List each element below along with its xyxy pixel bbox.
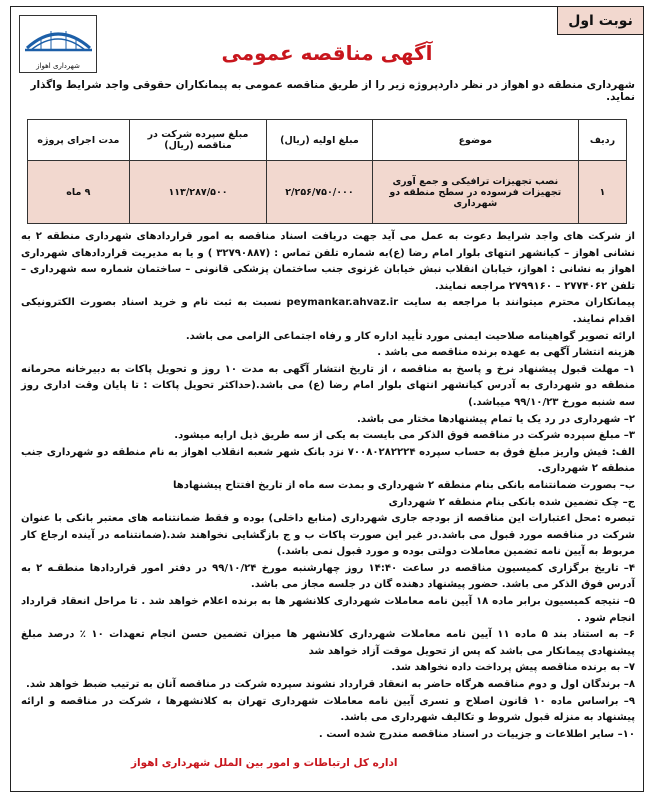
- cell-duration: ۹ ماه: [28, 161, 130, 224]
- paragraph-invitation: از شرکت های واجد شرایط دعوت به عمل می آید جهت دریافت اسناد مناقصه به امور قراردادهای شهرداری منطقه ۲ به نشانی اهواز – کیانشهر انتهای بلوار امام رضا (ع)به شماره تلفن تماس : (۳۲۷۹۰۸۸۷ ) و یا به مدیریت قراردادهای شهرداری اهواز به نشانی : اهواز، خیابان انقلاب نبش خیابان غزنوی جنب ساختمان پزشکی قانونی – ساختمان شماره سه شهرداری – تلفن ۲۷۷۴۰۶۲ – ۲۷۹۹۱۶۰ مراجعه نمایند.: [21, 231, 635, 292]
- header-row-number: ردیف: [578, 120, 626, 161]
- clause-6-performance-guarantee: ۶– به استناد بند ۵ ماده ۱۱ آیین نامه معاملات شهرداری کلانشهر ها میزان تضمین حسن انجام تعهدات ۱۰ ٪ درصد مبلغ پیشنهادی پیمانکار می باشد که پس از تحویل موقت آزاد خواهد شد: [21, 629, 635, 657]
- clause-1-deadline: ۱– مهلت قبول پیشنهاد نرخ و پاسخ به مناقصه ، از تاریخ انتشار آگهی به مدت ۱۰ روز و تحویل پاکات به دبیرخانه محرمانه منطقه دو شهرداری به آدرس کیانشهر انتهای بلوار امام رضا (ع) می باشد.(حداکثر تحویل پاکات : تا پایان وقت اداری روز سه شنبه مورخ ۹۹/۱۰/۲۳ میباشد.): [21, 363, 636, 408]
- clause-8-forfeiture: ۸– برندگان اول و دوم مناقصه هرگاه حاضر به انعقاد قرارداد نشوند سپرده شرکت در مناقصه آنان به ترتیب ضبط خواهد شد.: [26, 679, 635, 691]
- notice-body: [21, 229, 635, 743]
- clause-3c-certified-check: ج– چک تضمین شده بانکی بنام منطقه ۲ شهرداری: [388, 496, 635, 508]
- cell-subject: نصب تجهیزات ترافیکی و جمع آوری تجهیزات فرسوده در سطح منطقه دو شهرداری: [372, 161, 578, 224]
- notice-frame: [10, 6, 644, 792]
- header-subject: موضوع: [372, 120, 578, 161]
- paragraph-safety-certificate: ارائه تصویر گواهینامه صلاحیت ایمنی مورد تأیید اداره کار و رفاه اجتماعی الزامی می باشد.: [185, 330, 635, 342]
- clause-4-commission-date: ۴– تاریخ برگزاری کمیسیون مناقصه در ساعت ۱۴:۴۰ روز چهارشنبه مورخ ۹۹/۱۰/۲۴ در دفتر امور قراردادها منطقـه ۲ به آدرس فوق الذکر می باشد. حضور پیشنهاد دهنده گان در جلسه مجاز می باشد.: [21, 562, 636, 591]
- clause-3-deposit: ۳– مبلغ سپرده شرکت در مناقصه فوق الذکر می بایست به یکی از سه طریق ذیل ارایه میشود.: [174, 430, 635, 442]
- paragraph-online-registration: پیمانکاران محترم میتوانند با مراجعه به سایت peymankar.ahvaz.ir نسبت به ثبت نام و خرید اسناد بصورت الکترونیکی اقدام نمایند.: [21, 297, 635, 325]
- intro-text: شهرداری منطقه دو اهواز در نظر داردپروژه زیر را از طریق مناقصه عمومی به پیمانکاران حقوقی واجد شرایط واگذار نماید.: [30, 79, 635, 103]
- cell-deposit-amount: ۱۱۳/۲۸۷/۵۰۰: [129, 161, 267, 224]
- notice-title: آگهی مناقصه عمومی: [221, 41, 433, 65]
- clause-5-result: ۵– نتیجه کمیسیون برابر ماده ۱۸ آیین نامه معاملات شهرداری کلانشهر ها به برنده اعلام خواهد شد . تا مراحل انعقاد قرارداد انجام شود .: [21, 596, 635, 624]
- paragraph-ad-cost: هزینه انتشار آگهی به عهده برنده مناقصه می باشد .: [377, 347, 635, 359]
- header-deposit-amount: مبلغ سپرده شرکت در مناقصه (ریال): [129, 120, 267, 161]
- project-table: [27, 119, 627, 224]
- clause-2-rejection: ۲– شهرداری در رد یک یا تمام پیشنهادها مختار می باشد.: [357, 413, 635, 425]
- clause-10-other-info: ۱۰– سایر اطلاعات و جزییات در اسناد مناقصه مندرج شده است .: [318, 728, 635, 740]
- ahvaz-municipality-logo: [19, 15, 97, 73]
- table-row: [28, 161, 627, 224]
- clause-3b-bank-guarantee: ب– بصورت ضمانتنامه بانکی بنام منطقه ۲ شهرداری و بمدت سه ماه از تاریخ افتتاح پیشنهادها: [173, 479, 635, 491]
- first-round-badge: نوبت اول: [557, 7, 643, 35]
- header-initial-amount: مبلغ اولیه (ریال): [267, 120, 372, 161]
- table-header-row: [28, 120, 627, 161]
- cell-row-number: ۱: [578, 161, 626, 224]
- clause-3a-bank-receipt: الف: فیش واریز مبلغ فوق به حساب سپرده ۷۰۰۸۰۲۸۲۲۲۴ نزد بانک شهر شعبه انقلاب اهواز به نام منطقه دو شهرداری جنب منطقه ۲ شهرداری.: [21, 446, 635, 475]
- cell-initial-amount: ۲/۲۵۶/۷۵۰/۰۰۰: [267, 161, 372, 224]
- logo-caption: شهرداری اهواز: [36, 62, 80, 70]
- header-duration: مدت اجرای پروژه: [28, 120, 130, 161]
- clause-7-prepayment: ۷– به برنده مناقصه پیش پرداخت داده نخواهد شد.: [391, 662, 635, 674]
- note-funding: تبصره :محل اعتبارات این مناقصه از بودجه جاری شهرداری (منابع داخلی) بوده و فقط ضمانتنامه های معتبر بانکی با عنوان شرکت در مناقصه مورد قبول می باشد.در غیر این صورت پاکات ب و ج بازگشایی نخواهند شد.(ضمانتنامه در آینده ارجاع کار مربوط به آیین نامه تضمین معاملات دولتی بوده و مورد قبول نمی باشد.): [21, 513, 635, 558]
- issuer-signature: اداره کل ارتباطات و امور بین الملل شهرداری اهواز: [131, 757, 398, 769]
- clause-9-acceptance: ۹– براساس ماده ۱۰ قانون اصلاح و تسری آیین نامه معاملات شهرداری تهران به کلانشهرها ، شرکت در مناقصه و ارائه پیشنهاد به منزله قبول شروط و تکالیف شهرداری می باشد.: [21, 695, 635, 724]
